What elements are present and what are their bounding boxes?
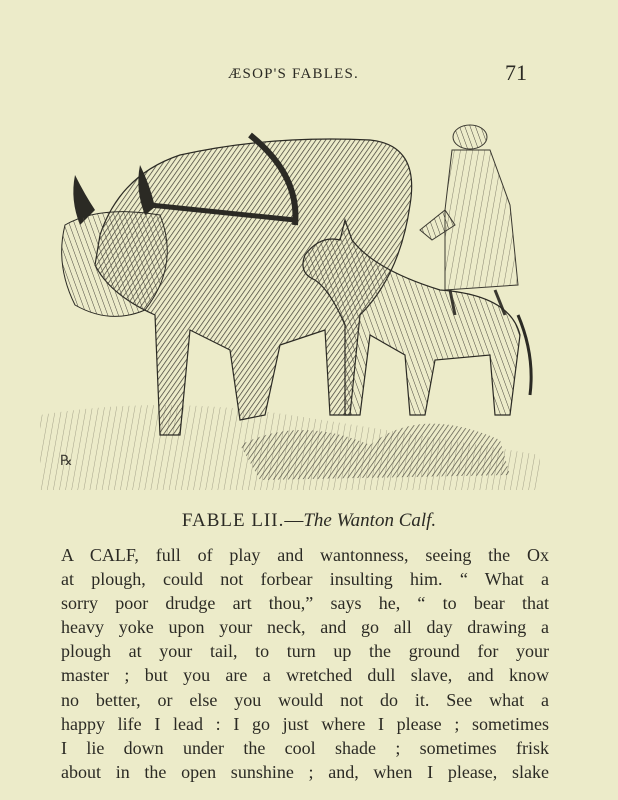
fable-body [61,543,549,784]
page-number: 71 [505,60,527,85]
fable-title: The Wanton Calf. [303,510,437,531]
body-line: happy life I lead : I go just where I please ; sometimes [61,713,549,734]
body-line: sorry poor drudge art thou,” says he, “ to bear that [61,593,549,614]
body-line: I lie down under the cool shade ; sometimes frisk [61,737,549,758]
fable-illustration [40,115,540,490]
caption-dash: — [284,510,304,531]
fable-caption [0,510,618,532]
body-line: about in the open sunshine ; and, when I please, slake [61,761,549,782]
body-line: A CALF, full of play and wantonness, seeing the Ox [61,545,549,565]
ploughman-figure [420,125,518,315]
running-title: ÆSOP'S FABLES. [228,66,359,82]
body-line: master ; but you are a wretched dull slave, and know [61,665,549,686]
engraver-signature: ℞ [60,454,73,469]
page-header [0,60,618,90]
body-line: at plough, could not forbear insulting him. “ What a [61,569,549,590]
body-line: plough at your tail, to turn up the ground for your [61,641,549,662]
body-line: no better, or else you would not do it. See what a [61,689,549,710]
body-line: heavy yoke upon your neck, and go all day drawing a [61,617,549,638]
ground [40,405,540,490]
fable-number: FABLE LII. [181,510,285,531]
